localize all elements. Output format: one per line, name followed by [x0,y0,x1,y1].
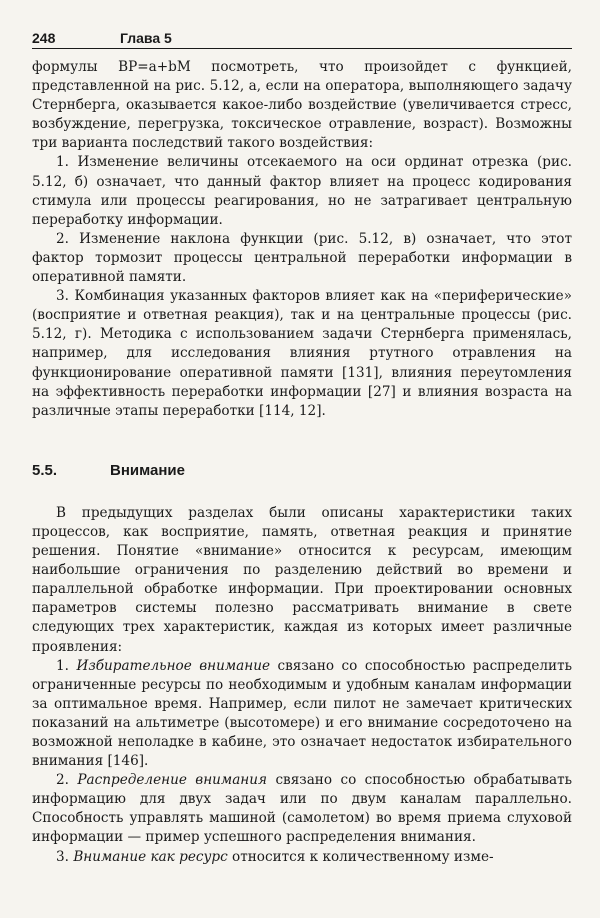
section-number: 5.5. [32,461,58,479]
header-rule [32,48,572,49]
list-item-resource [32,848,572,867]
running-header [32,28,572,50]
item-text: относится к количественному изме- [232,848,494,865]
term-attention-resource: Внимание как ресурс [73,848,228,865]
list-item-combination: 3. Комбинация указанных факторов влияет как на «периферические» (восприятие и ответная реакция), так и на центральные процессы (рис. 5.12, г). Методика с использованием задачи Стернберга применялась, например, для исследования влияния ртутного отравления на функционирование оперативной памяти [131], влияния переутомления на эффективность переработки информации [27] и влияния возраста на различные этапы переработки [114, 12]. [32,288,572,419]
page-number: 248 [32,30,56,46]
item-number: 1. [56,657,69,674]
list-item-selective [32,657,572,772]
item-text: связано со способностью распределить ограниченные ресурсы по необходимым и удобным каналам информации за оптимальное время. Например, если пилот не замечает критических показаний на альтиметре (высотомере) и его внимание сосредоточено на возможной неполадке в кабине, это означает недостаток избирательного внимания [146]. [32,657,573,770]
paragraph-formula: формулы ВР=a+bM посмотреть, что произойдет с функцией, представленной на рис. 5.12, а, если на оператора, выполняющего задачу Стернберга, оказывается какое-либо воздействие (увеличивается стресс, возбуждение, перегрузка, токсическое отравление, возраст). Возможны три варианта последствий такого воздействия: [32,59,572,152]
chapter-title: Глава 5 [120,30,172,46]
item-number: 2. [56,772,69,789]
page-body [32,58,572,867]
paragraph-intro: В предыдущих разделах были описаны характеристики таких процессов, как восприятие, память, ответная реакция и принятие решения. Понятие «внимание» относится к ресурсам, имеющим наибольшие ограничения по разделению действий во времени и параллельной обработке информации. При проектировании основных параметров системы полезно рассматривать внимание в свете следующих трех характеристик, каждая из которых имеет различные проявления: [32,504,572,655]
section-title: Внимание [110,461,185,479]
list-item-distribution [32,771,572,847]
list-item-intercept: 1. Изменение величины отсекаемого на оси ординат отрезка (рис. 5.12, б) означает, что данный фактор влияет на процесс кодирования стимула или процессы реагирования, но не затрагивает центральную переработку информации. [32,154,572,228]
term-selective-attention: Избирательное внимание [76,657,270,674]
section-heading [32,461,572,480]
book-page [32,28,572,867]
item-number: 3. [56,848,69,865]
list-item-slope: 2. Изменение наклона функции (рис. 5.12, в) означает, что этот фактор тормозит процессы центральной переработки информации в оперативной памяти. [32,230,572,286]
item-text: связано со способностью обрабатывать информацию для двух задач или по двум каналам параллельно. Способность управлять машиной (самолетом) во время приема слуховой информации — пример успешного распределения внимания. [32,772,573,846]
term-attention-distribution: Распределение внимания [77,772,268,789]
